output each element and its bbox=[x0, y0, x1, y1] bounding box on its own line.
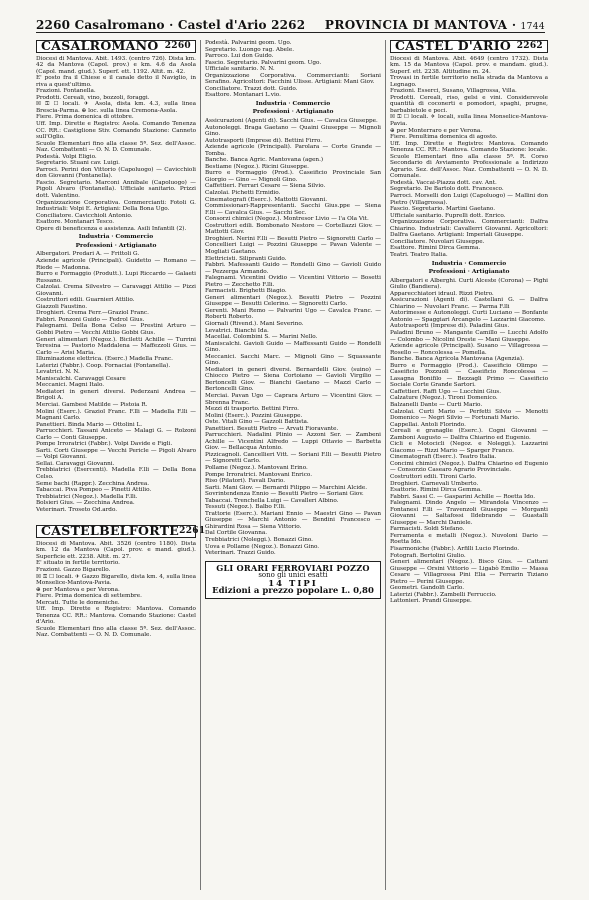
listing-entry: Frazioni. Esserci, Susano, Villagrossa, Villa. bbox=[390, 88, 517, 95]
listing-entry: Bolsieri Gius. — Zecchina Andrea. bbox=[36, 500, 135, 507]
listing-entry: Balzanelli Dante — Curti Mario. bbox=[390, 401, 483, 408]
listing-entry: Molini (Eserc.). Graziol Franc. F.lli — Madella F.lli — Magnani Carlo. bbox=[36, 408, 196, 422]
listing-entry: Paladini Bruno — Mangante Camillo — Lucchi Adolfo — Colombo — Nicolini Oreste — Mani Giuseppe. bbox=[390, 329, 548, 343]
ad-price: Edizioni a prezzo popolare L. 0,80 bbox=[212, 586, 374, 597]
listing-entry: Segretario. Stuani cav. Luigi. bbox=[36, 160, 120, 167]
officials-listing bbox=[205, 40, 381, 99]
listing-entry: Merciai. Gambesi Matilde — Pistoia R. bbox=[36, 401, 148, 408]
page-header bbox=[36, 6, 545, 33]
listing-entry: Laterizi (Fabbr.). Zambelli Ferruccio. bbox=[390, 591, 497, 598]
listing-entry: Concimi chimici (Negoz.). Dalfra Chiarino ed Eugenio — Consorzio Casearo Agrario Provinciale. bbox=[390, 460, 548, 474]
listing-entry: Lattonieri. Prandi Giuseppe. bbox=[390, 598, 472, 605]
town-number: 2260 bbox=[164, 41, 191, 51]
listing-entry: Costruttori edili. Guarnieri Attilio. bbox=[36, 297, 135, 304]
listing-entry: Esattore. Montanari Tesco. bbox=[36, 219, 115, 226]
listing-entry: Parroco. Lui don Guido. bbox=[205, 53, 274, 60]
listing-entry: Panettieri. Besutti Pietro — Arvati Fioravante. bbox=[205, 425, 339, 432]
listing-entry: Fascio. Segretario. Marconi Annibale (Capoluogo) — Pigoli Alvaro (Fontanella). Ufficiale sanitario. Prizzi dott. Valentino. bbox=[36, 179, 196, 200]
listing-entry: Sovrintendenza Ennio — Besutti Pietro — Soriani Giov. bbox=[205, 491, 364, 498]
listing-entry: Costruttori edili. Tironi Carlo. bbox=[390, 474, 477, 480]
listing-entry: Pizzicagnoli. Cancellieri Vitt. — Soriani F.lli — Besutti Pietro — Signoretti Carlo. bbox=[205, 451, 381, 465]
column-middle bbox=[205, 40, 381, 892]
listing-entry: Trebbiatrici (Negoz.). Madella F.lli. bbox=[36, 493, 138, 500]
listing-entry: Frazioni. Gazzo Bigarello. bbox=[36, 567, 111, 574]
listing-entry: Trattorie (Eserc.). Mariani Ennio — Maestri Gino — Pavan Giuseppe — Marchi Antonio — Bendini Francesco — Ghirardini Rosa — Siena Vittorio. bbox=[205, 510, 381, 530]
ad-types: 14 TIPI bbox=[268, 578, 318, 589]
section-heading: Industria · Commercio bbox=[78, 233, 154, 241]
listing-entry: Prodotti. Cereali, riso, gelsi e vini. Considerevole quantità di coconerti e pomodori, spaghi, prugne, barbabietole e peci. bbox=[390, 94, 548, 114]
listing-entry: Droghieri. Carnevali Umberto. bbox=[390, 480, 479, 487]
listing-entry: Pollame (Negoz.). Mantovani Erino. bbox=[205, 465, 308, 471]
listing-entry: Diocesi di Mantova. Abit. 4649 (centro 1732). Dista km. 15 da Mantova (Capol. prov. e mandam. giud.). Superf. ett. 2238. Altitudine m. 24. bbox=[390, 55, 548, 75]
header-left: 2260 Casalromano · Castel d'Ario 2262 bbox=[36, 18, 306, 32]
listing-entry: Teatri. Teatro Italia. bbox=[390, 251, 448, 258]
listing-entry: Molini (Eserc.). Pozzini Giuseppe. bbox=[205, 412, 303, 419]
listing-entry: Organizzazione Corporativa. Commercianti: Fotoli G. Industriali: Volpi E. Artigiani: Della Bona Ugo. bbox=[36, 199, 196, 213]
listing-entry: Autorimesse e Autonoleggi. Curti Luciano — Bonfante Antonio — Spaggiari Arcangelo — Lazzarini Giacomo. bbox=[390, 310, 548, 323]
listing-entry: Costruttori edili. Bombonato Nestore — Cortellazzi Giov. — Mattotti Giov. bbox=[205, 222, 381, 236]
listing-entry: Oste. Vitali Gino — Gazzoli Battista. bbox=[205, 419, 309, 426]
listing-entry: Ufficiale sanitario. Fuprelli dott. Enrico. bbox=[390, 212, 506, 219]
listing-entry: Organizzazione Corporativa. Commercianti: Soriani Serafino. Agricoltori: Facchini Ulisse. Artigiani: Mani Giov. bbox=[205, 72, 381, 86]
listing-entry: Fiere. Prima domenica di ottobre. bbox=[36, 114, 134, 121]
listing-entry: Caffettieri. Raffi Ugo — Lucchini Gius. bbox=[390, 388, 502, 395]
listing-entry: Frazioni. Fontanella. bbox=[36, 88, 96, 95]
section-subheading: Professioni · Artigianato bbox=[75, 241, 157, 249]
listing-entry: Generi alimentari (Negoz.). Besutti Pietro — Pozzini Giuseppe — Besutti Celerino. — Signoretti Carlo. bbox=[205, 294, 381, 308]
business-listings bbox=[390, 278, 548, 605]
business-listings bbox=[205, 118, 381, 557]
listing-entry: Uff. Imp. Dirette e Registro: Mantova. Comando Tenenza CC. RR.: Mantova. Comando Stazione: locale. bbox=[390, 140, 548, 154]
ad-headline: GLI ORARI FERROVIARI POZZO bbox=[216, 562, 370, 573]
town-heading-casalromano bbox=[36, 40, 196, 53]
listing-entry: Geometri. Gandolfi Carlo. bbox=[390, 585, 465, 592]
listing-entry: Veterinari. Trazzi Guido. bbox=[205, 550, 276, 557]
listing-entry: Parrucchieri. Nadalini Plinio — Azzoni Ser. — Zambeni Achille — Vicentini Alfredo — Luppi Ottavio — Barbetta Giov. — Bellacqua Antonio. bbox=[205, 432, 381, 452]
column-left bbox=[36, 38, 206, 892]
listing-entry: Cappellai. Antoli Florindo. bbox=[390, 421, 466, 428]
listing-entry: Droghieri. Crema Ferr.—Graziol Franc. bbox=[36, 310, 149, 317]
listing-entry: Macellai. Colombini S. — Marini Nello. bbox=[205, 334, 318, 341]
town-intro bbox=[390, 56, 548, 259]
header-province: PROVINCIA DI MANTOVA · bbox=[324, 18, 517, 32]
listing-entry: Fisarmoniche (Fabbr.). Arfilli Lucio Florindo. bbox=[390, 546, 520, 553]
listing-entry: Cinematografi (Eserc.). Teatro Italia. bbox=[390, 454, 497, 461]
listing-entry: Seme bachi (Rappr.). Zecchina Andrea. bbox=[36, 480, 150, 487]
listing-entry: Parrucchieri. Tassani Aniceto — Malagi G. — Rolzoni Carlo — Conti Giuseppe. bbox=[36, 428, 196, 441]
listing-entry: Meccanici. Magni Italo. bbox=[36, 382, 105, 389]
listing-entry: Mediatori in generi diversi. Pederzani Andrea — Brigoli A. bbox=[36, 388, 196, 402]
listing-entry: Assicurazioni (Agenti di). Castellani G. — Dalfra Chiarino — Nuvolari Franc. — Parma F.lli bbox=[390, 297, 548, 310]
listing-entry: Aziende agricole (Principali). Parolara — Corte Grande — Tomba. bbox=[205, 144, 381, 157]
listing-entry: Panettieri. Binda Mario — Ottolini L. bbox=[36, 421, 143, 428]
listing-entry: Fotografi. Bertolini Giulio. bbox=[390, 552, 466, 559]
column-divider bbox=[385, 40, 386, 890]
listing-entry: Fascio. Segretario. Martini Gaetano. bbox=[390, 206, 496, 213]
listing-entry: Illuminazione elettrica. (Eserc.) Madella Franc. bbox=[36, 356, 173, 363]
town-intro bbox=[36, 541, 196, 639]
listing-entry: Fascio. Segretario. Palvarini geom. Ugo. bbox=[205, 59, 322, 66]
town-name: CASTELBELFORTE bbox=[41, 523, 180, 539]
business-listings bbox=[36, 251, 196, 513]
listing-entry: Scuole Elementari fino alla classe 5ª. Sez. dell'Assoc. Naz. Combattenti — O. N. D. Comunale. bbox=[36, 625, 196, 639]
listing-entry: Podestà. Vaccai-Piazza dott. cav. Ant. bbox=[390, 179, 497, 186]
listing-entry: Prodotti. Cereali, vino, bozzoli, foraggi. bbox=[36, 94, 150, 101]
listing-entry: Veterinari. Troseto Od.ardo. bbox=[36, 506, 118, 513]
listing-entry: Trebbiatrici (Noleggi.). Bonazzi Gino. bbox=[205, 537, 313, 544]
section-heading: Industria · Commercio bbox=[255, 99, 331, 107]
listing-entry: Droghieri. Nerini F.lli — Besutti Pietro — Signoretti Carlo — Concellieri Luigi — Pozzini Giuseppe — Pavan Valente — Mogliati Gaetano. bbox=[205, 235, 381, 255]
listing-entry: Autotrasporti (Imprese di). Bettini Firro. bbox=[205, 137, 323, 144]
listing-entry: Aziende agricole (Principali). Guidetto — Romano — Riede — Madonna. bbox=[36, 257, 196, 271]
listing-entry: Parroci. Morselli don Luigi (Capoluogo) — Mallini don Pietro (Villagrossa). bbox=[390, 193, 548, 206]
listing-entry: Podestà. Palvarini geom. Ugo. bbox=[205, 40, 292, 46]
listing-entry: Generi alimentari (Negoz.). Bisco Gius. — Cattani Giuseppe — Orsini Vittorio — Ligabò Emilio — Massa Cesare — Villagrossa Pini Elia — Ferrarin Tiziano Pietro — Perini Giuseppe. bbox=[390, 559, 548, 585]
listing-entry: Sarti. Mani Giov. — Bernardi Filippo — Marchini Alcide. bbox=[205, 484, 368, 491]
town-number: 2261 bbox=[179, 526, 206, 537]
section-subheading: Professioni · Artigianato bbox=[428, 268, 510, 276]
listing-entry: ☒ ⚿ ☐ locali. ✈ Asola, dista km. 4.3, sulla linea Brescia-Parma. ⊕ loc. sulla linea Cremona-Asola. bbox=[36, 101, 196, 114]
town-name: CASALROMANO bbox=[41, 38, 159, 53]
listing-entry: ☒ ⚿ ☐ locali. ✈ Gazzo Bigarello, dista km. 4, sulla linea Monselice-Mantova-Pavia. bbox=[36, 573, 196, 587]
listing-entry: Maniscalchi. Caravaggi Cesare bbox=[36, 375, 126, 382]
listing-entry: Commissionari-Rappresentanti. Sacchi Gius.ppe — Siena F.lli — Cavalca Gius. — Sacchi Sec. bbox=[205, 203, 381, 216]
listing-entry: Segretario. Luongo rag. Abele. bbox=[205, 46, 295, 53]
section-heading: Industria · Commercio bbox=[431, 259, 507, 267]
listing-entry: Gerenti. Mani Remo — Palvarini Ugo — Cavalca Franc. — Roberti Roberto. bbox=[205, 307, 381, 321]
listing-entry: Apparecchiatori idraul. Rizzi Pietro. bbox=[390, 290, 494, 297]
listing-entry: Podestà. Volpi Eligio. bbox=[36, 153, 97, 160]
listing-entry: Fabbri. Mafessanti Guido — Rondelli Gino — Gavioli Guido — Pezzerga Armando. bbox=[205, 262, 381, 275]
listing-entry: Mezzi di trasporto. Bettini Firro. bbox=[205, 406, 299, 413]
listing-entry: Sellai. Caravaggi Giovanni. bbox=[36, 460, 115, 467]
listing-entry: Giazzoli Faustino. bbox=[36, 303, 88, 310]
listing-entry: Sarti. Corti Giuseppe — Vecchi Pericle — Pigoli Alvaro — Volpi Giovanni. bbox=[36, 447, 196, 461]
listing-entry: Caffettieri. Ferrari Cesare — Siena Silvio. bbox=[205, 183, 326, 190]
listing-entry: Scuole Elementari fino alla classe 5ª. R. Corso Secondario di Avviamento Professionale a Indirizzo Agrario. Sez. dell'Assoc. Naz. Combattenti — O. N. D. Comunale. bbox=[390, 153, 548, 180]
column-divider bbox=[200, 40, 201, 890]
listing-entry: Burro e Formaggio (Prod.). Caseificio Provinciale San Giorgio — Gino — Mignoli Gino. bbox=[205, 170, 381, 183]
listing-entry: Tabaccai. Trenchella Luigi — Cavalleri Albino. bbox=[205, 497, 339, 504]
listing-entry: Uff. Imp. Dirette e Registro: Asola. Comando Tenenza CC. RR.: Castiglione Stiv. Comando Stazione: Canneto sull'Oglio. bbox=[36, 121, 196, 141]
listing-entry: Esattorie. Rimini Dirca Gemma. bbox=[390, 487, 482, 494]
listing-entry: Diocesi di Mantova. Abit. 1493. (centro 726). Dista km. 42 da Mantova (Capol. prov.) e km. 4.6 da Asola (Capol. mand. giud.). Superf. ett. 1192. Altit. m. 42. bbox=[36, 55, 196, 75]
listing-entry: Fiere. Penultima domenica di agosto. bbox=[390, 134, 498, 141]
town-heading-castelbelforte bbox=[36, 523, 206, 539]
listing-entry: Burro e Formaggio (Produtt.). Lupi Riccardo — Galaeti Russano. bbox=[36, 271, 196, 284]
listing-entry: Farmacisti. Brighetti Biagio. bbox=[205, 288, 287, 295]
listing-entry: Autotrasporti (Imprese di). Paladini Gius. bbox=[390, 323, 510, 330]
listing-entry: Mediatori in generi diversi. Bernardelli Giov. (suino) — Chiocco Pietro — Siena Cortoiano — Gavioli Virgilio — Bertoncelli Giov. — Bianchi Gaetano — Mazzi Carlo — Bertoncelli Gino. bbox=[205, 366, 381, 393]
town-heading-castel-dario bbox=[390, 40, 548, 53]
header-page-number: 1744 bbox=[520, 22, 545, 32]
listing-entry: Esattore. Montanari L.vio. bbox=[205, 92, 281, 99]
listing-entry: Conciliatore. Nuvolari Giuseppe. bbox=[390, 238, 485, 245]
listing-entry: Segretario. De Bartolo dott. Francesco. bbox=[390, 186, 504, 193]
listing-entry: Conciliatore. Cavicchioli Antonio. bbox=[36, 212, 133, 219]
listing-entry: Pompe Irroratrici. Mantovani Enrico. bbox=[205, 471, 313, 478]
listing-entry: Consorzi chimici (Negoz.). Montresor Livio — l'a Ola Vit. bbox=[205, 216, 369, 223]
ad-tagline: sono gli unici esatti bbox=[258, 571, 328, 580]
listing-entry: Conciliatore. Trazzi dott. Guido. bbox=[205, 85, 298, 92]
listing-entry: Cereali e granaglie (Eserc.). Cogni Giovanni — Zamboni Augusto — Dalfra Chiarino ed Eugenio. bbox=[390, 428, 548, 441]
listing-entry: Tabaccai. Piva Pompeo — Pinetti Attilio. bbox=[36, 487, 152, 494]
listing-entry: Pompe Irroratrici (Fabbr.). Volpi Davide e Figli. bbox=[36, 441, 173, 448]
listing-entry: Esattore. Rimini Dirca Gemma. bbox=[390, 245, 481, 252]
listing-entry: Autonoleggi. Braga Gaetano — Quaini Giuseppe — Mignoli Gino. bbox=[205, 124, 381, 138]
listing-entry: Burro e Formaggio (Prod.). Caseificio Olimpo — Caseificio Pozzuoli — Caseificio Roncolessa — Lasagna Bonifilo — Bezzagli Primo — Caseificio Sociale Corte Grande Sartori. bbox=[390, 362, 548, 389]
section-subheading: Professioni · Artigianato bbox=[252, 108, 334, 116]
town-number: 2262 bbox=[516, 41, 543, 51]
listing-entry: Organizzazione Corporativa. Commercianti: Dalfra Chiarino. Industriali: Cavallerri Giovanni. Agricoltori: Dalfra Gaetano. Artigiani: Imperiali Giuseppe. bbox=[390, 219, 548, 239]
listing-entry: Uff. Imp. Dirette e Registro: Mantova. Comando Tenenza CC. RR.: Mantova. Comando Stazione: Castel d'Ario. bbox=[36, 606, 196, 626]
listing-entry: Albergatori e Alberghi. Curti Alceste (Corona) — Pighi Giulio (Bandiera). bbox=[390, 277, 548, 291]
listing-entry: Bestiame (Negoz.). Ricini Giuseppe. bbox=[205, 163, 309, 170]
listing-entry: Tessuti (Negoz.). Balbo F.lli. bbox=[205, 504, 286, 511]
listing-entry: Fiere. Prima domenica di settembre. bbox=[36, 593, 142, 600]
listing-entry: Albergatori. Predari A. — Frittoli G. bbox=[36, 251, 140, 258]
listing-entry: Levatrici. N. N. bbox=[36, 369, 80, 376]
listing-entry: Farmacisti. Soldi Stefano. bbox=[390, 526, 465, 533]
listing-entry: Levatrici. Bianchi Ida. bbox=[205, 327, 269, 334]
listing-entry: Diocesi di Mantova. Abit. 3526 (centro 1180). Dista km. 12 da Mantova (Capol. prov. e mand. giud.). Superficie ett. 2238. Altit. m. 27. bbox=[36, 540, 196, 560]
header-right bbox=[325, 18, 545, 32]
listing-entry: ⊕ per Monterraro e per Verona. bbox=[390, 127, 483, 134]
listing-entry: Falegnami. Della Bona Celso — Prestini Arturo — Gobbi Pietro — Vecchi Attilio Gobbi Gius. bbox=[36, 323, 196, 336]
listing-entry: ⊕ per Mantova e per Verona. bbox=[36, 586, 120, 593]
listing-entry: Aziende agricole (Principali). Susano — Villagrossa — Rosello — Roncolessa — Pomella. bbox=[390, 343, 548, 356]
listing-entry: Scuole Elementari fino alla classe 5ª. Sez. dell'Assoc. Naz. Combattenti — O. N. D. Comunale. bbox=[36, 140, 196, 154]
listing-entry: Meccanici. Sacchi Marc. — Mignoli Gino — Squassante Gino. bbox=[205, 353, 381, 367]
listing-entry: Generi alimentari (Negoz.). Biciletti Achille — Turrini Teresina — Pastorio Maddalena — Maffezzoli Gius. — Carlo — Arisi Maria. bbox=[36, 336, 196, 356]
town-intro bbox=[36, 56, 196, 233]
listing-entry: Laterizi (Fabbr.). Coop. Fornaciai (Fontanella). bbox=[36, 362, 171, 369]
listing-entry: Uova e Pollame (Negoz.). Bonazzi Gino. bbox=[205, 543, 320, 550]
listing-entry: Fabbri. Ponzoni Guido — Fedrol Gius. bbox=[36, 316, 145, 323]
listing-entry: ☒ ⚿ ☐ locali. ✈ locali, sulla linea Monselice-Mantova-Pavia. bbox=[390, 114, 548, 128]
listing-entry: Elettricisti. Silipranti Guido. bbox=[205, 255, 287, 262]
listing-entry: E' situato in fertile territorio. bbox=[36, 560, 120, 567]
listing-entry: Banche. Banca Agric. Mantovana (agen.) bbox=[205, 157, 324, 164]
listing-entry: Riso (Pilatori). Favali Dario. bbox=[205, 478, 286, 485]
listing-entry: Calzature (Negoz.). Tironi Domenico. bbox=[390, 395, 498, 402]
listing-entry: Trovasi in fertile territorio nella strada da Mantova a Legnago. bbox=[390, 75, 548, 88]
listing-entry: Giornali (Rivend.). Mani Severino. bbox=[205, 320, 304, 327]
listing-entry: Ferramenta e metalli (Negoz.). Nuvoloni Dario — Roetta Ido. bbox=[390, 532, 548, 546]
column-right bbox=[390, 40, 548, 892]
advertisement-box bbox=[205, 561, 381, 599]
listing-entry: Banche. Banca Agricola Mantovana (Agenzia). bbox=[390, 356, 524, 363]
town-name: CASTEL D'ARIO bbox=[395, 38, 512, 53]
listing-entry: Fabbri. Sassi C. — Gasparini Achille — Roetta Ido. bbox=[390, 493, 536, 500]
listing-entry: Calzolai. Pichetti Ermidio. bbox=[205, 190, 281, 197]
listing-entry: Assicurazioni (Agenti di). Sacchi Gius. — Cavalca Giuseppe. bbox=[205, 118, 378, 125]
listing-entry: Dal Cortile Giovanna. bbox=[205, 530, 268, 537]
listing-entry: Trebbiatrici (Esercenti). Madella F.lli — Della Bona Celso. bbox=[36, 467, 196, 480]
listing-entry: Parroci. Perini don Vittorio (Capoluogo) — Cavicchioli don Giovanni (Fontanella). bbox=[36, 166, 196, 180]
listing-entry: Opere di beneficenza e assistenza. Asili Infantili (2). bbox=[36, 225, 187, 232]
listing-entry: Cinematografi (Eserc.). Mattotti Giovanni. bbox=[205, 196, 327, 203]
listing-entry: Cicli e Motocicli (Negoz. e Noleggi.). Lazzarini Giacomo — Rizzi Mario — Sparger Franco. bbox=[390, 441, 548, 454]
listing-entry: Maniscalchi. Gavioli Guido — Maffessanti Guido — Rondelli Gino. bbox=[205, 340, 381, 354]
listing-entry: Calzolai. Curti Mario — Perfetti Silvio — Menotti Domenico — Negri Silvio — Fortunati Mario. bbox=[390, 408, 548, 422]
listing-entry: Falegnami. Dindo Angelo — Mirandola Vincenzo — Fontanesi F.lli — Travenzoli Giuseppe — Morganti Giovanni — Saltafossi Ildebrando — Guastalli Giuseppe — Marchi Daniele. bbox=[390, 500, 548, 526]
listing-entry: Mercati. Tutte le domeniche. bbox=[36, 599, 120, 606]
listing-entry: Merciai. Pavan Ugo — Caprara Arturo — Vicentini Giov. — Sbrenna Franc. bbox=[205, 392, 381, 406]
listing-entry: Calzolai. Crema Silvestro — Caravaggi Attilio — Pizzi Giovanni. bbox=[36, 284, 196, 297]
listing-entry: Falegnami. Vicentini Ovidio — Vicentini Vittorio — Bosetti Pietro — Zecchetto F.lli. bbox=[205, 275, 381, 288]
listing-entry: E' posto fra il Chiese e il canale detto il Naviglio, in riva a quest'ultimo. bbox=[36, 75, 196, 88]
listing-entry: Ufficiale sanitario. N. N. bbox=[205, 66, 275, 73]
